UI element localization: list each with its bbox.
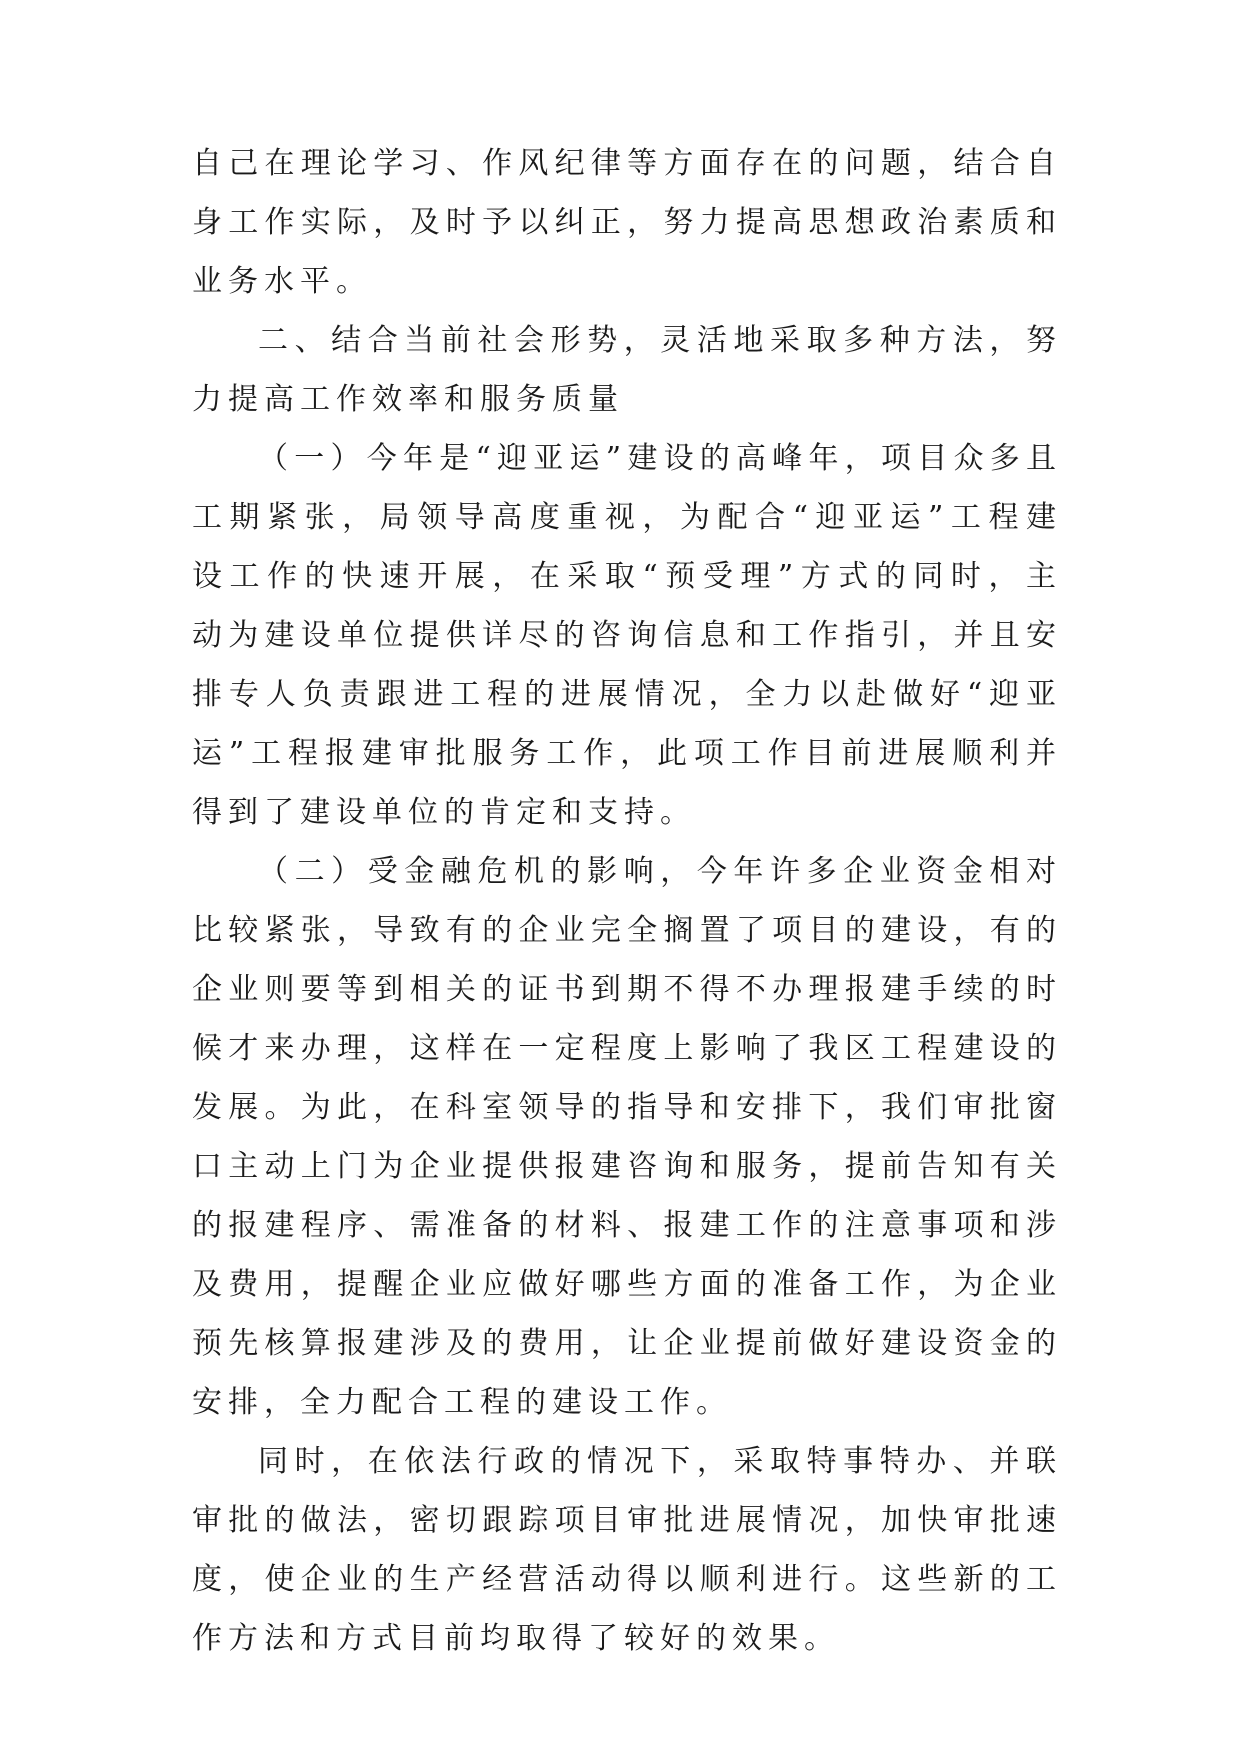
document-page (192, 134, 1062, 1668)
paragraph-continuation: 自己在理论学习、作风纪律等方面存在的问题，结合自身工作实际，及时予以纠正，努力提高思想政治素质和业务水平。 (192, 146, 1062, 299)
paragraph-item-2: （二）受金融危机的影响，今年许多企业资金相对比较紧张，导致有的企业完全搁置了项目的建设，有的企业则要等到相关的证书到期不得不办理报建手续的时候才来办理，这样在一定程度上影响了我区工程建设的发展。为此，在科室领导的指导和安排下，我们审批窗口主动上门为企业提供报建咨询和服务，提前告知有关的报建程序、需准备的材料、报建工作的注意事项和涉及费用，提醒企业应做好哪些方面的准备工作，为企业预先核算报建涉及的费用，让企业提前做好建设资金的安排，全力配合工程的建设工作。 (192, 854, 1062, 1420)
paragraph-closing: 同时，在依法行政的情况下，采取特事特办、并联审批的做法，密切跟踪项目审批进展情况，加快审批速度，使企业的生产经营活动得以顺利进行。这些新的工作方法和方式目前均取得了较好的效果。 (192, 1444, 1062, 1656)
section-heading: 二、结合当前社会形势，灵活地采取多种方法，努力提高工作效率和服务质量 (192, 323, 1062, 417)
paragraph-item-1: （一）今年是“迎亚运”建设的高峰年，项目众多且工期紧张，局领导高度重视，为配合“迎亚运”工程建设工作的快速开展，在采取“预受理”方式的同时，主动为建设单位提供详尽的咨询信息和工作指引，并且安排专人负责跟进工程的进展情况，全力以赴做好“迎亚运”工程报建审批服务工作，此项工作目前进展顺利并得到了建设单位的肯定和支持。 (192, 441, 1062, 830)
